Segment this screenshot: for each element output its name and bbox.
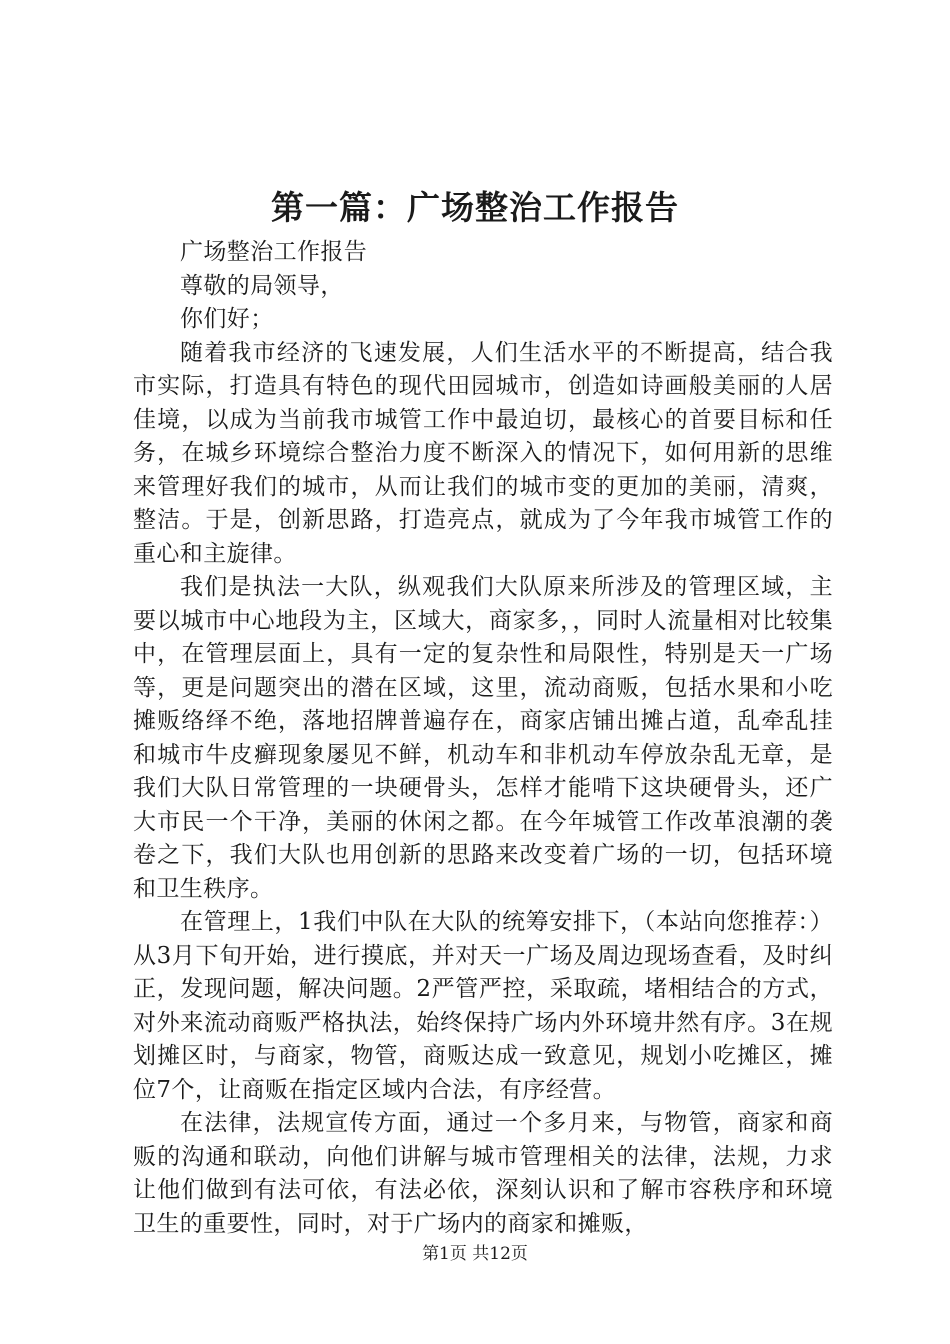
page-footer: 第1页 共12页: [422, 1244, 528, 1264]
greeting: 你们好；: [180, 306, 274, 332]
report-subtitle: 广场整治工作报告: [180, 239, 368, 265]
document-title: 第一篇：广场整治工作报告: [271, 188, 679, 227]
salutation: 尊敬的局领导，: [180, 272, 344, 299]
paragraph-management: 在管理上，1我们中队在大队的统筹安排下，（本站向您推荐：）从3月下旬开始，进行摸底，并对天一广场及周边现场查看，及时纠正，发现问题，解决问题。2严管严控，采取疏，堵相结合的方式，对外来流动商贩严格执法，始终保持广场内外环境井然有序。3在规划摊区时，与商家，物管，商贩达成一致意见，规划小吃摊区，摊位7个，让商贩在指定区域内合法，有序经营。: [133, 909, 833, 1103]
paragraph-legal-publicity: 在法律，法规宣传方面，通过一个多月来，与物管，商家和商贩的沟通和联动，向他们讲解与城市管理相关的法律，法规，力求让他们做到有法可依，有法必依，深刻认识和了解市容秩序和环境卫生的重要性，同时，对于广场内的商家和摊贩，: [133, 1110, 833, 1237]
document-body: [133, 236, 833, 1241]
paragraph-team-overview: 我们是执法一大队，纵观我们大队原来所涉及的管理区域，主要以城市中心地段为主，区域大，商家多，，同时人流量相对比较集中，在管理层面上，具有一定的复杂性和局限性，特别是天一广场等，更是问题突出的潜在区域，这里，流动商贩，包括水果和小吃摊贩络绎不绝，落地招牌普遍存在，商家店铺出摊占道，乱牵乱挂和城市牛皮癣现象屡见不鲜，机动车和非机动车停放杂乱无章，是我们大队日常管理的一块硬骨头，怎样才能啃下这块硬骨头，还广大市民一个干净，美丽的休闲之都。在今年城管工作改革浪潮的袭卷之下，我们大队也用创新的思路来改变着广场的一切，包括环境和卫生秩序。: [133, 574, 833, 902]
paragraph-intro: 随着我市经济的飞速发展，人们生活水平的不断提高，结合我市实际，打造具有特色的现代田园城市，创造如诗画般美丽的人居佳境，以成为当前我市城管工作中最迫切，最核心的首要目标和任务，在城乡环境综合整治力度不断深入的情况下，如何用新的思维来管理好我们的城市，从而让我们的城市变的更加的美丽，清爽，整洁。于是，创新思路，打造亮点，就成为了今年我市城管工作的重心和主旋律。: [133, 339, 833, 567]
